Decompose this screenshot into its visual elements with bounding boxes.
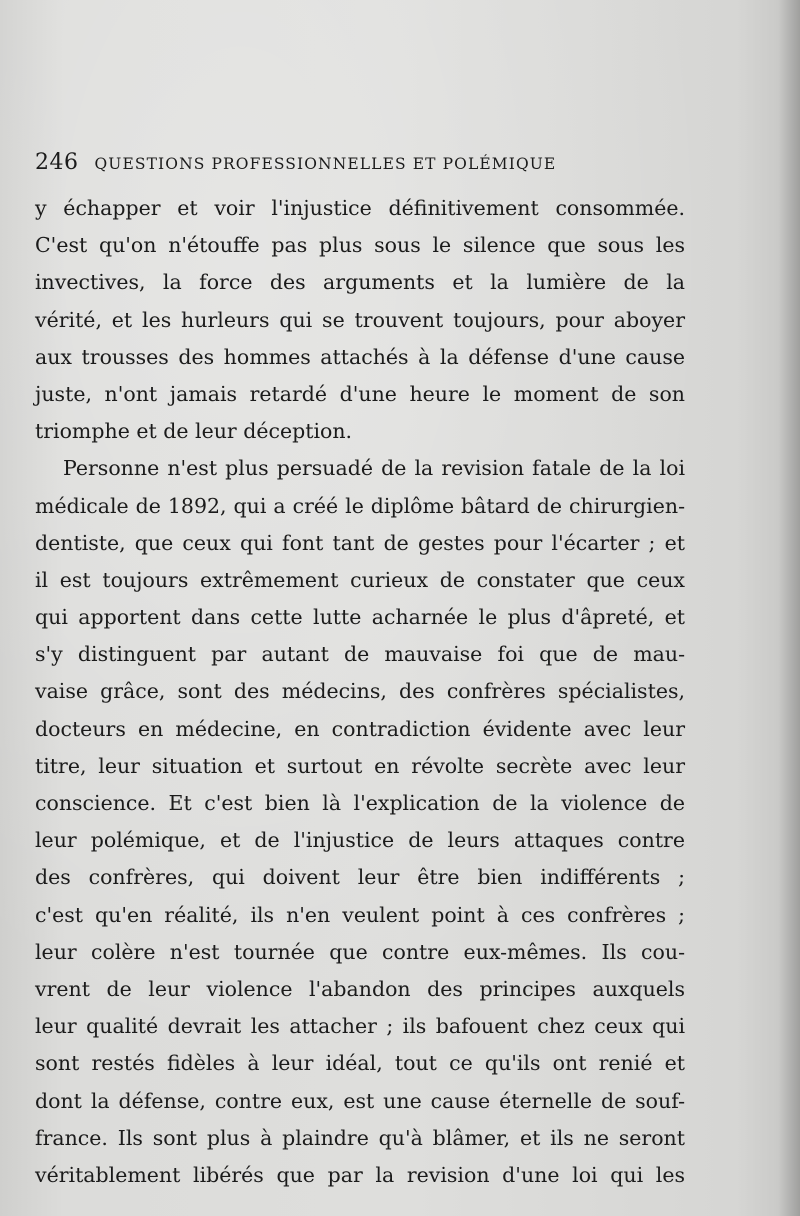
text-line: vérité, et les hurleurs qui se trouvent toujours, pour aboyer	[35, 307, 685, 332]
text-line: C'est qu'on n'étouffe pas plus sous le silence que sous les	[35, 233, 685, 258]
text-line: titre, leur situation et surtout en révolte secrète avec leur	[35, 753, 685, 778]
text-line: france. Ils sont plus à plaindre qu'à blâmer, et ils ne seront	[35, 1125, 685, 1150]
text-line: s'y distinguent par autant de mauvaise foi que de mau-	[35, 642, 685, 667]
paragraph-2	[35, 450, 685, 1194]
text-line: sont restés fidèles à leur idéal, tout ce qu'ils ont renié et	[35, 1051, 685, 1076]
text-line: vrent de leur violence l'abandon des principes auxquels	[35, 976, 685, 1001]
page-number: 246	[35, 150, 79, 175]
text-line: leur polémique, et de l'injustice de leurs attaques contre	[35, 828, 685, 853]
text-line: conscience. Et c'est bien là l'explication de la violence de	[35, 791, 685, 815]
running-head-title: QUESTIONS PROFESSIONNELLES ET POLÉMIQUE	[94, 155, 557, 173]
text-line: aux trousses des hommes attachés à la défense d'une cause	[35, 344, 685, 369]
page-edge-shadow	[778, 0, 800, 1216]
text-line: juste, n'ont jamais retardé d'une heure le moment de son	[35, 381, 685, 406]
text-line: c'est qu'en réalité, ils n'en veulent point à ces confrères ;	[35, 902, 685, 927]
running-head	[35, 150, 735, 182]
text-line: il est toujours extrêmement curieux de constater que ceux	[35, 567, 685, 592]
text-line: dont la défense, contre eux, est une cause éternelle de souf-	[35, 1088, 685, 1113]
text-line: véritablement libérés que par la revision d'une loi qui les	[35, 1162, 685, 1187]
paragraph-1	[35, 190, 685, 450]
text-line: des confrères, qui doivent leur être bien indifférents ;	[35, 865, 685, 890]
text-line: leur qualité devrait les attacher ; ils bafouent chez ceux qui	[35, 1014, 685, 1039]
text-line: docteurs en médecine, en contradiction évidente avec leur	[35, 716, 685, 741]
text-line: triomphe et de leur déception.	[35, 419, 353, 444]
text-line: y échapper et voir l'injustice définitivement consommée.	[35, 196, 685, 220]
text-line: médicale de 1892, qui a créé le diplôme bâtard de chirurgien-	[35, 493, 685, 518]
text-line: Personne n'est plus persuadé de la revision fatale de la loi	[63, 456, 685, 481]
text-line: invectives, la force des arguments et la lumière de la	[35, 270, 685, 295]
text-line: vaise grâce, sont des médecins, des confrères spécialistes,	[35, 679, 685, 704]
text-line: leur colère n'est tournée que contre eux-mêmes. Ils cou-	[35, 939, 685, 964]
text-line: dentiste, que ceux qui font tant de gestes pour l'écarter ; et	[35, 530, 685, 555]
text-line: qui apportent dans cette lutte acharnée le plus d'âpreté, et	[35, 605, 685, 630]
body-text	[35, 190, 685, 1194]
